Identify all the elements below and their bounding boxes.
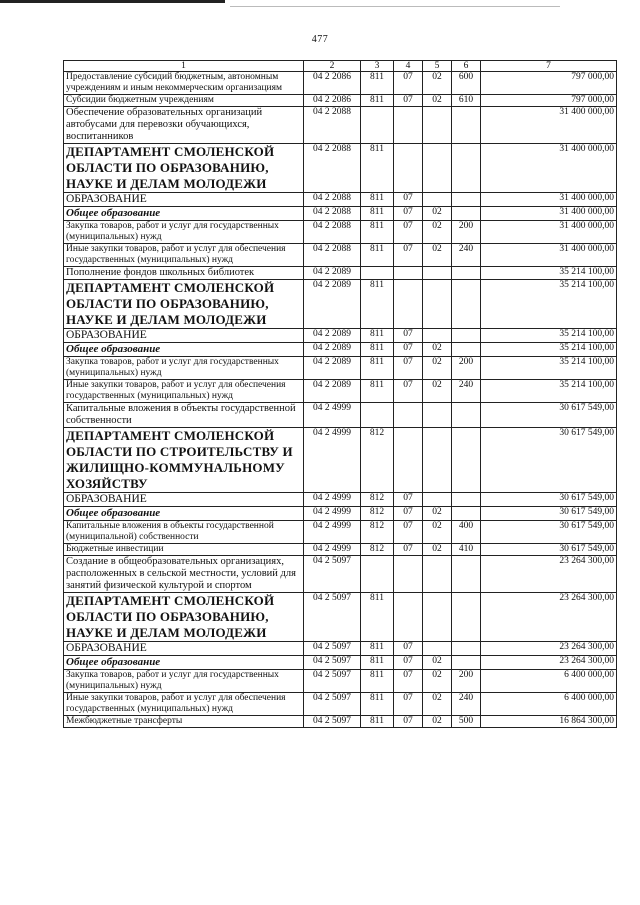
row-amount: 30 617 549,00 [481,544,617,556]
row-target-code: 04 2 2089 [304,380,361,403]
row-section-code: 07 [394,693,423,716]
row-amount: 30 617 549,00 [481,403,617,428]
row-subsection-code: 02 [423,670,452,693]
table-row [64,280,617,329]
row-section-code [394,144,423,193]
column-header: 3 [361,61,394,72]
row-name: ОБРАЗОВАНИЕ [64,493,304,507]
row-expense-type-code [452,280,481,329]
row-name: Иные закупки товаров, работ и услуг для обеспечения государственных (муниципальных) нужд [64,380,304,403]
row-subsection-code [423,267,452,280]
row-subsection-code: 02 [423,544,452,556]
row-amount: 35 214 100,00 [481,357,617,380]
row-target-code: 04 2 2088 [304,221,361,244]
column-header: 7 [481,61,617,72]
row-department-code: 811 [361,144,394,193]
row-subsection-code: 02 [423,716,452,728]
row-department-code: 812 [361,493,394,507]
table-row [64,193,617,207]
row-amount: 35 214 100,00 [481,343,617,357]
row-target-code: 04 2 5097 [304,593,361,642]
row-section-code: 07 [394,357,423,380]
row-amount: 31 400 000,00 [481,221,617,244]
table-row [64,556,617,593]
row-section-code: 07 [394,72,423,95]
table-row [64,403,617,428]
row-section-code: 07 [394,642,423,656]
row-subsection-code [423,403,452,428]
row-expense-type-code [452,642,481,656]
row-name: ДЕПАРТАМЕНТ СМОЛЕНСКОЙ ОБЛАСТИ ПО ОБРАЗОВАНИЮ, НАУКЕ И ДЕЛАМ МОЛОДЕЖИ [64,144,304,193]
row-name: Обеспечение образовательных организаций автобусами для перевозки обучающихся, воспитанников [64,107,304,144]
row-target-code: 04 2 5097 [304,642,361,656]
row-expense-type-code: 410 [452,544,481,556]
row-section-code: 07 [394,521,423,544]
row-name: Закупка товаров, работ и услуг для государственных (муниципальных) нужд [64,357,304,380]
row-target-code: 04 2 5097 [304,693,361,716]
row-subsection-code [423,428,452,493]
row-amount: 23 264 300,00 [481,656,617,670]
row-target-code: 04 2 5097 [304,670,361,693]
row-expense-type-code: 610 [452,95,481,107]
row-name: Бюджетные инвестиции [64,544,304,556]
row-amount: 31 400 000,00 [481,193,617,207]
row-name: ОБРАЗОВАНИЕ [64,329,304,343]
row-section-code: 07 [394,544,423,556]
table-row [64,507,617,521]
row-subsection-code [423,107,452,144]
row-section-code: 07 [394,656,423,670]
row-section-code [394,107,423,144]
row-department-code: 812 [361,544,394,556]
row-target-code: 04 2 4999 [304,403,361,428]
row-target-code: 04 2 2089 [304,343,361,357]
scan-artifact-line [230,6,560,7]
table-row [64,670,617,693]
row-name: Общее образование [64,207,304,221]
row-department-code: 811 [361,693,394,716]
row-expense-type-code: 200 [452,221,481,244]
table-row [64,221,617,244]
row-section-code: 07 [394,493,423,507]
row-name: Создание в общеобразовательных организациях, расположенных в сельской местности, условий для занятий физической культурой и спортом [64,556,304,593]
row-name: Субсидии бюджетным учреждениям [64,95,304,107]
row-subsection-code [423,593,452,642]
row-amount: 23 264 300,00 [481,556,617,593]
row-amount: 30 617 549,00 [481,507,617,521]
row-department-code: 811 [361,244,394,267]
row-name: Общее образование [64,343,304,357]
column-header: 2 [304,61,361,72]
row-subsection-code: 02 [423,380,452,403]
row-amount: 30 617 549,00 [481,493,617,507]
row-target-code: 04 2 2089 [304,357,361,380]
row-target-code: 04 2 4999 [304,507,361,521]
row-department-code: 812 [361,507,394,521]
row-section-code [394,267,423,280]
row-expense-type-code [452,493,481,507]
row-target-code: 04 2 4999 [304,428,361,493]
row-department-code: 811 [361,193,394,207]
row-amount: 23 264 300,00 [481,642,617,656]
row-target-code: 04 2 5097 [304,656,361,670]
row-target-code: 04 2 2088 [304,207,361,221]
row-target-code: 04 2 2088 [304,107,361,144]
row-subsection-code [423,144,452,193]
row-department-code: 811 [361,280,394,329]
row-section-code: 07 [394,670,423,693]
row-section-code [394,556,423,593]
row-section-code: 07 [394,380,423,403]
row-section-code: 07 [394,343,423,357]
table-row [64,244,617,267]
row-expense-type-code [452,343,481,357]
row-expense-type-code [452,193,481,207]
table-row [64,693,617,716]
row-subsection-code: 02 [423,521,452,544]
row-expense-type-code [452,656,481,670]
row-subsection-code: 02 [423,693,452,716]
row-subsection-code [423,556,452,593]
row-target-code: 04 2 2086 [304,95,361,107]
table-row [64,428,617,493]
row-name: Капитальные вложения в объекты государственной собственности [64,403,304,428]
row-expense-type-code [452,329,481,343]
row-amount: 35 214 100,00 [481,329,617,343]
row-amount: 31 400 000,00 [481,207,617,221]
row-section-code: 07 [394,207,423,221]
row-department-code: 811 [361,670,394,693]
row-name: Иные закупки товаров, работ и услуг для обеспечения государственных (муниципальных) нужд [64,244,304,267]
row-subsection-code: 02 [423,95,452,107]
row-subsection-code: 02 [423,343,452,357]
table-row [64,656,617,670]
row-section-code [394,593,423,642]
row-amount: 16 864 300,00 [481,716,617,728]
row-name: ДЕПАРТАМЕНТ СМОЛЕНСКОЙ ОБЛАСТИ ПО ОБРАЗОВАНИЮ, НАУКЕ И ДЕЛАМ МОЛОДЕЖИ [64,280,304,329]
row-amount: 35 214 100,00 [481,280,617,329]
row-department-code: 811 [361,72,394,95]
row-amount: 797 000,00 [481,95,617,107]
row-department-code: 811 [361,207,394,221]
row-name: ОБРАЗОВАНИЕ [64,642,304,656]
row-expense-type-code [452,593,481,642]
row-name: Пополнение фондов школьных библиотек [64,267,304,280]
row-target-code: 04 2 2086 [304,72,361,95]
row-name: Капитальные вложения в объекты государственной (муниципальной) собственности [64,521,304,544]
row-name: ОБРАЗОВАНИЕ [64,193,304,207]
row-department-code: 811 [361,716,394,728]
row-name: Межбюджетные трансферты [64,716,304,728]
row-amount: 23 264 300,00 [481,593,617,642]
row-subsection-code: 02 [423,207,452,221]
row-department-code [361,107,394,144]
row-target-code: 04 2 4999 [304,493,361,507]
row-target-code: 04 2 2089 [304,267,361,280]
row-name: ДЕПАРТАМЕНТ СМОЛЕНСКОЙ ОБЛАСТИ ПО СТРОИТЕЛЬСТВУ И ЖИЛИЩНО-КОММУНАЛЬНОМУ ХОЗЯЙСТВУ [64,428,304,493]
row-subsection-code: 02 [423,244,452,267]
row-expense-type-code: 240 [452,244,481,267]
table-row [64,107,617,144]
table-row [64,593,617,642]
row-amount: 31 400 000,00 [481,144,617,193]
row-expense-type-code [452,267,481,280]
row-department-code: 811 [361,380,394,403]
row-target-code: 04 2 4999 [304,521,361,544]
column-header: 1 [64,61,304,72]
row-section-code: 07 [394,716,423,728]
row-subsection-code [423,193,452,207]
table-row [64,95,617,107]
top-rule [0,0,225,3]
row-amount: 35 214 100,00 [481,380,617,403]
row-department-code: 811 [361,95,394,107]
row-target-code: 04 2 2089 [304,329,361,343]
row-expense-type-code: 200 [452,670,481,693]
table-row [64,380,617,403]
table-row [64,357,617,380]
row-section-code: 07 [394,221,423,244]
table-row [64,493,617,507]
table-row [64,144,617,193]
table-row [64,343,617,357]
row-subsection-code [423,280,452,329]
row-subsection-code [423,493,452,507]
row-amount: 6 400 000,00 [481,693,617,716]
table-row [64,267,617,280]
table-row [64,544,617,556]
row-department-code: 811 [361,329,394,343]
row-department-code: 811 [361,656,394,670]
table-row [64,329,617,343]
row-expense-type-code: 200 [452,357,481,380]
row-subsection-code [423,642,452,656]
row-section-code: 07 [394,507,423,521]
row-subsection-code: 02 [423,72,452,95]
row-section-code [394,403,423,428]
row-department-code [361,403,394,428]
row-section-code [394,428,423,493]
row-amount: 30 617 549,00 [481,428,617,493]
row-target-code: 04 2 4999 [304,544,361,556]
row-amount: 31 400 000,00 [481,107,617,144]
table-row [64,72,617,95]
row-department-code: 811 [361,593,394,642]
row-section-code [394,280,423,329]
row-name: ДЕПАРТАМЕНТ СМОЛЕНСКОЙ ОБЛАСТИ ПО ОБРАЗОВАНИЮ, НАУКЕ И ДЕЛАМ МОЛОДЕЖИ [64,593,304,642]
row-name: Общее образование [64,507,304,521]
table-row [64,521,617,544]
row-amount: 30 617 549,00 [481,521,617,544]
row-subsection-code: 02 [423,357,452,380]
row-name: Предоставление субсидий бюджетным, автономным учреждениям и иным некоммерческим организациям [64,72,304,95]
row-expense-type-code [452,144,481,193]
table-row [64,207,617,221]
budget-table [63,60,617,728]
row-expense-type-code [452,107,481,144]
row-department-code: 812 [361,521,394,544]
row-expense-type-code: 400 [452,521,481,544]
row-expense-type-code [452,428,481,493]
table-row [64,642,617,656]
row-target-code: 04 2 5097 [304,716,361,728]
row-department-code: 811 [361,221,394,244]
row-name: Закупка товаров, работ и услуг для государственных (муниципальных) нужд [64,670,304,693]
row-target-code: 04 2 2089 [304,280,361,329]
row-subsection-code: 02 [423,656,452,670]
row-amount: 797 000,00 [481,72,617,95]
row-target-code: 04 2 2088 [304,244,361,267]
page-number: 477 [311,34,329,45]
column-header: 6 [452,61,481,72]
row-amount: 35 214 100,00 [481,267,617,280]
row-expense-type-code: 240 [452,380,481,403]
row-target-code: 04 2 2088 [304,144,361,193]
row-expense-type-code: 240 [452,693,481,716]
row-expense-type-code: 500 [452,716,481,728]
row-expense-type-code [452,507,481,521]
row-amount: 31 400 000,00 [481,244,617,267]
row-target-code: 04 2 5097 [304,556,361,593]
column-header: 4 [394,61,423,72]
row-name: Закупка товаров, работ и услуг для государственных (муниципальных) нужд [64,221,304,244]
row-section-code: 07 [394,244,423,267]
row-name: Иные закупки товаров, работ и услуг для обеспечения государственных (муниципальных) нужд [64,693,304,716]
row-expense-type-code [452,207,481,221]
row-section-code: 07 [394,329,423,343]
row-expense-type-code [452,403,481,428]
row-target-code: 04 2 2088 [304,193,361,207]
row-name: Общее образование [64,656,304,670]
row-expense-type-code [452,556,481,593]
row-subsection-code: 02 [423,221,452,244]
header-row [64,61,617,72]
row-subsection-code: 02 [423,507,452,521]
row-expense-type-code: 600 [452,72,481,95]
row-section-code: 07 [394,193,423,207]
row-subsection-code [423,329,452,343]
column-header: 5 [423,61,452,72]
row-department-code: 812 [361,428,394,493]
row-department-code: 811 [361,357,394,380]
table-row [64,716,617,728]
row-department-code: 811 [361,343,394,357]
row-section-code: 07 [394,95,423,107]
row-department-code [361,556,394,593]
row-amount: 6 400 000,00 [481,670,617,693]
row-department-code [361,267,394,280]
row-department-code: 811 [361,642,394,656]
